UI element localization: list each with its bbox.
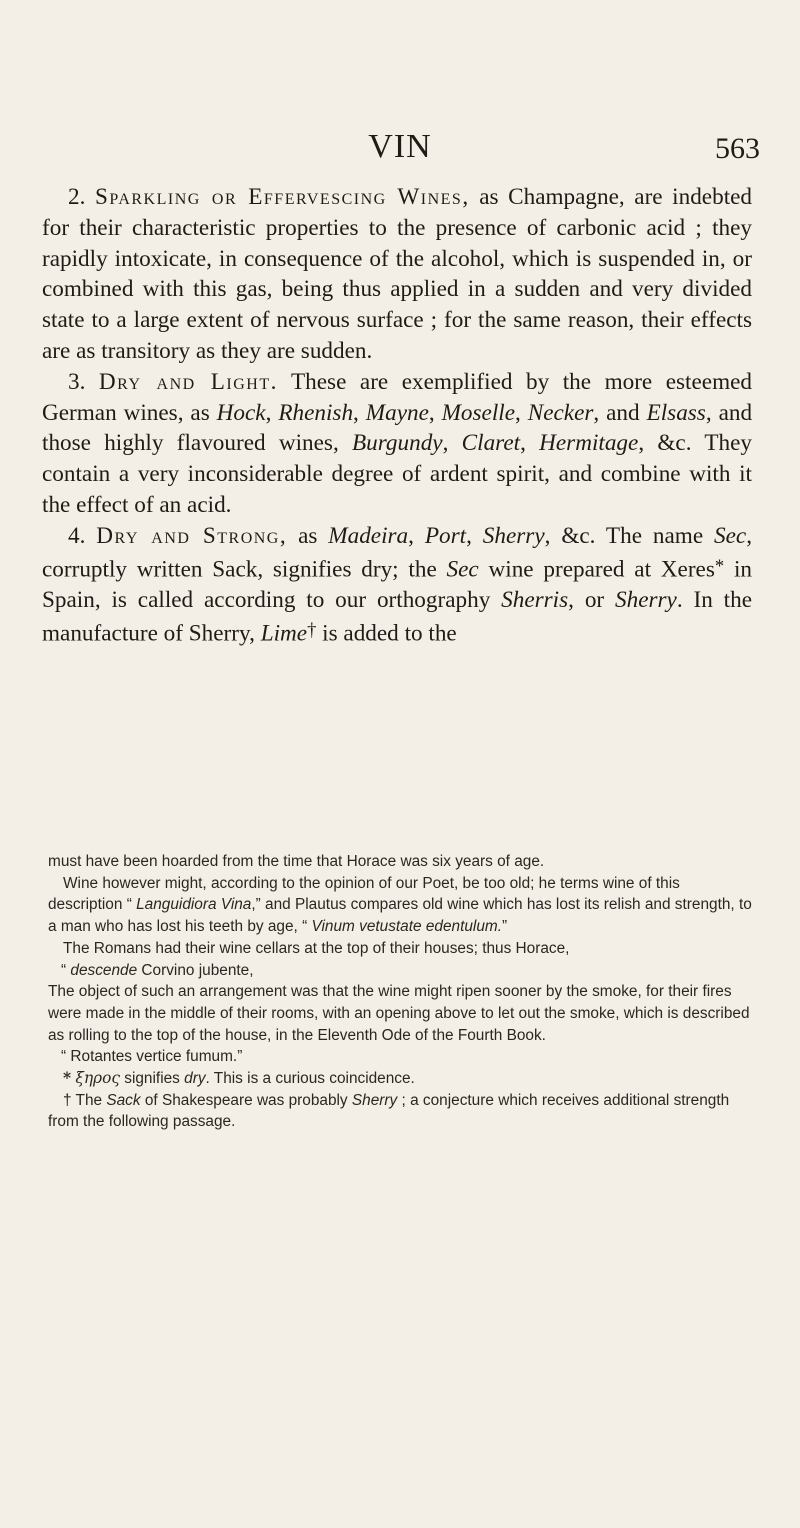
italic-term: Sherris bbox=[501, 586, 569, 613]
section-number: 3. bbox=[68, 368, 86, 395]
page-number: 563 bbox=[715, 132, 760, 165]
page-title: VIN bbox=[368, 128, 432, 165]
latin-quotation: “ Rotantes vertice fumum.” bbox=[61, 1048, 243, 1066]
footnote-text: The bbox=[71, 1091, 107, 1109]
paragraph-text: . In the manufacture of Sherry, bbox=[42, 586, 752, 647]
footnote-star bbox=[48, 1068, 754, 1090]
wine-name: Moselle bbox=[441, 399, 516, 426]
separator: , bbox=[515, 399, 528, 426]
footnote-text: . This is a curious coincidence. bbox=[205, 1070, 415, 1088]
wine-name: Necker bbox=[527, 399, 594, 426]
paragraph-text: in Spain, is called according to our orthography bbox=[42, 556, 752, 613]
footnote-symbol: * bbox=[63, 1069, 72, 1088]
paragraph-text: , &c. They contain a very inconsiderable degree of ardent spirit, and combine with it the effect of an acid. bbox=[42, 430, 752, 518]
paragraph-text: , or bbox=[568, 586, 615, 613]
footnote-text: Corvino jubente, bbox=[137, 961, 254, 979]
separator: , bbox=[353, 399, 366, 426]
separator: , bbox=[520, 430, 540, 457]
section-heading: Dry and Strong, bbox=[96, 522, 288, 549]
footnote-paragraph bbox=[48, 873, 754, 938]
paragraph-text: , &c. The name bbox=[544, 522, 715, 549]
footnote-text: of Shakespeare was probably bbox=[140, 1091, 352, 1109]
italic-term: Lime bbox=[260, 620, 308, 647]
paragraph-sparkling-wines bbox=[42, 182, 752, 367]
italic-term: Sherry bbox=[351, 1091, 398, 1109]
wine-name: Madeira bbox=[328, 522, 409, 549]
footnote-text: ,” and Plautus compares old wine which has lost its relish and strength, to a man who has lost his teeth by age, “ bbox=[48, 896, 752, 936]
italic-term: Sack bbox=[106, 1091, 141, 1109]
footnote-text: signifies bbox=[119, 1070, 185, 1088]
main-text bbox=[42, 182, 752, 649]
footnote-text: ” bbox=[502, 918, 508, 936]
italic-term: Sec bbox=[446, 556, 479, 583]
wine-name: Mayne bbox=[365, 399, 429, 426]
wine-name: Port bbox=[424, 522, 467, 549]
paragraph-text: wine prepared at Xeres bbox=[478, 556, 715, 583]
separator: , bbox=[466, 522, 483, 549]
paragraph-text: These are exemplified by the more esteemed German wines, as bbox=[42, 368, 752, 426]
paragraph-text: is added to the bbox=[316, 620, 457, 647]
footnote-symbol: † bbox=[63, 1091, 72, 1109]
running-head bbox=[40, 128, 760, 172]
paragraph-dry-light-wines bbox=[42, 367, 752, 521]
separator: , bbox=[442, 430, 462, 457]
footnote-dagger bbox=[48, 1090, 754, 1133]
footnotes bbox=[48, 851, 754, 1133]
separator: , and bbox=[593, 399, 647, 426]
footnote-marker-dagger: † bbox=[307, 619, 317, 641]
paragraph-text: as Champagne, are indebted for their characteristic properties to the presence of carbonic acid ; they rapidly intoxicate, in consequence of the alcohol, which is suspended in, or combined with this gas, being thus applied in a sudden and very divided state to a large extent of nervous surface ; for the same reason, their effects are as transitory as they are sudden. bbox=[42, 184, 753, 364]
latin-phrase: Vinum vetustate edentulum. bbox=[311, 918, 503, 936]
latin-quotation bbox=[48, 960, 754, 982]
paragraph-dry-strong-wines bbox=[42, 521, 752, 649]
footnote-continuation: must have been hoarded from the time that Horace was six years of age. bbox=[48, 853, 545, 870]
footnote-text: Wine however might, according to the opinion of our Poet, be too old; he terms wine of this description “ bbox=[48, 874, 680, 914]
separator: , bbox=[428, 399, 442, 426]
footnote-paragraph: The Romans had their wine cellars at the top of their houses; thus Horace, bbox=[63, 939, 570, 957]
wine-name: Rhenish bbox=[278, 399, 354, 426]
footnote-text: ; a conjecture which receives additional strength from the following passage. bbox=[48, 1091, 730, 1131]
italic-term: Sherry bbox=[615, 586, 677, 613]
wine-name: Sherry bbox=[482, 522, 545, 549]
section-number: 2. bbox=[68, 184, 86, 210]
latin-phrase: Languidiora Vina bbox=[136, 896, 252, 914]
italic-term: Sec bbox=[714, 522, 747, 549]
section-heading: Sparkling or Effervescing Wines, bbox=[95, 184, 470, 210]
wine-name: Burgundy bbox=[352, 430, 443, 457]
greek-word: ξηρος bbox=[75, 1069, 120, 1088]
section-heading: Dry and Light. bbox=[98, 368, 278, 395]
footnote-paragraph: The object of such an arrangement was that the wine might ripen sooner by the smoke, for their fires were made in the middle of their rooms, with an opening above to let out the smoke, which is described as rolling to the top of the house, in the Eleventh Ode of the Fourth Book. bbox=[48, 983, 750, 1044]
section-number: 4. bbox=[68, 522, 86, 549]
wine-name: Hock bbox=[216, 399, 266, 426]
wine-name: Hermitage bbox=[539, 430, 639, 457]
separator: , bbox=[408, 522, 425, 549]
paragraph-text: as bbox=[287, 522, 329, 549]
footnote-text: “ bbox=[61, 961, 71, 979]
italic-term: dry bbox=[184, 1070, 206, 1088]
wine-name: Claret bbox=[461, 430, 521, 457]
latin-phrase: descende bbox=[70, 961, 138, 979]
paragraph-text: , and those highly flavoured wines, bbox=[42, 399, 753, 457]
paragraph-text: , corruptly written Sack, signifies dry; the bbox=[42, 522, 752, 583]
footnote-marker-star: * bbox=[714, 555, 725, 577]
separator: , bbox=[265, 399, 279, 426]
wine-name: Elsass bbox=[646, 399, 706, 426]
